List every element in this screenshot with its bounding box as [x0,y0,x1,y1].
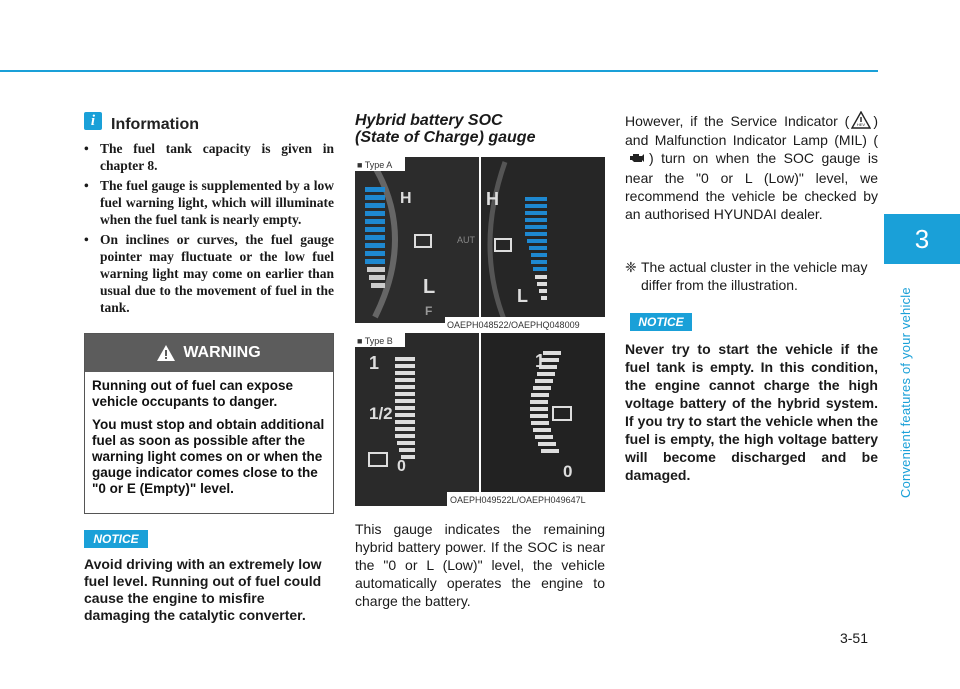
warning-paragraph: You must stop and obtain additional fuel as soon as possible after the warning light comes on or when the gauge indicator comes close to the "0 or E (Empty)" level. [92,417,325,496]
warning-header [85,334,333,372]
warning-body [85,372,333,497]
gauge-label: 1 [369,353,380,373]
info-icon: i [84,112,102,130]
page-number: 3-51 [839,630,868,646]
notice-label: NOTICE [630,313,692,331]
chapter-number: 3 [914,224,930,254]
info-bullet: • The fuel tank capacity is given in chapter 8. [84,140,334,174]
warning-paragraph: Running out of fuel can expose vehicle occupants to danger. [92,378,294,409]
section-title-line: (State of Charge) gauge [355,129,536,146]
warning-box [84,333,334,514]
service-indicator-icon [851,111,871,129]
info-title: Information [111,116,199,133]
service-icon-text: HEV [857,122,866,128]
gauge-label: L [517,286,528,306]
section-title-line: Hybrid battery SOC [355,112,503,129]
soc-gauge-illustration [355,157,605,506]
gauge-label: 1/2 [369,404,393,423]
gauge-label: H [400,190,412,207]
info-bullet: • The fuel gauge is supplemented by a low fuel warning light, which will illuminate when the fuel tank is nearly empty. [84,177,334,228]
image-caption: OAEPH049522L/OAEPH049647L [450,495,586,505]
warning-triangle-icon [157,345,175,361]
footnote-mark: ❈ [625,259,637,275]
gauge-label: 0 [563,462,573,481]
info-bullet-list [84,140,334,319]
gauge-label: 1 [535,351,546,371]
footnote [625,258,878,294]
engine-check-icon [627,149,647,167]
type-b-label: ■ Type B [357,336,393,346]
gauge-label: F [425,304,433,318]
gauge-label: 0 [397,458,406,475]
gauge-label: AUT [457,235,475,245]
image-caption: OAEPH048522/OAEPHQ048009 [447,320,580,330]
gauge-label: H [486,189,499,209]
paragraph-text: However, if the Service Indicator ( [625,113,850,129]
soc-paragraph: This gauge indicates the remaining hybrid battery power. If the SOC is near the "0 or L (Low)" level, the vehicle automatically operates the engine to charge the battery. [355,521,605,609]
paragraph-text: ) turn on when the SOC gauge is near the "0 or L (Low)" level, we recommend the vehicle be checked by an authorised HYUNDAI dealer. [625,150,878,222]
gauge-label: L [423,276,436,298]
service-indicator-paragraph [625,112,878,223]
header-rule [0,70,878,72]
info-bullet: • On inclines or curves, the fuel gauge pointer may fluctuate or the low fuel warning light may come on earlier than usual due to the movement of fuel in the tank. [84,231,334,316]
gauge-b-left-bars [395,357,415,459]
section-title [355,112,605,146]
notice-text: Avoid driving with an extremely low fuel level. Running out of fuel could cause the engine to misfire damaging the catalytic converter. [84,556,322,623]
notice-text: Never try to start the vehicle if the fuel tank is empty. In this condition, the engine cannot charge the high voltage battery of the hybrid system. If you try to start the vehicle when the fuel is empty, the high voltage battery will become discharged and be damaged. [625,341,878,483]
type-a-label: ■ Type A [357,160,393,170]
warning-label: WARNING [183,344,261,361]
chapter-title: Convenient features of your vehicle [898,287,913,498]
footnote-text: The actual cluster in the vehicle may differ from the illustration. [641,259,868,293]
notice-label: NOTICE [84,530,148,548]
paragraph-text: ) and Malfunction Indicator Lamp (MIL) ( [625,113,878,149]
